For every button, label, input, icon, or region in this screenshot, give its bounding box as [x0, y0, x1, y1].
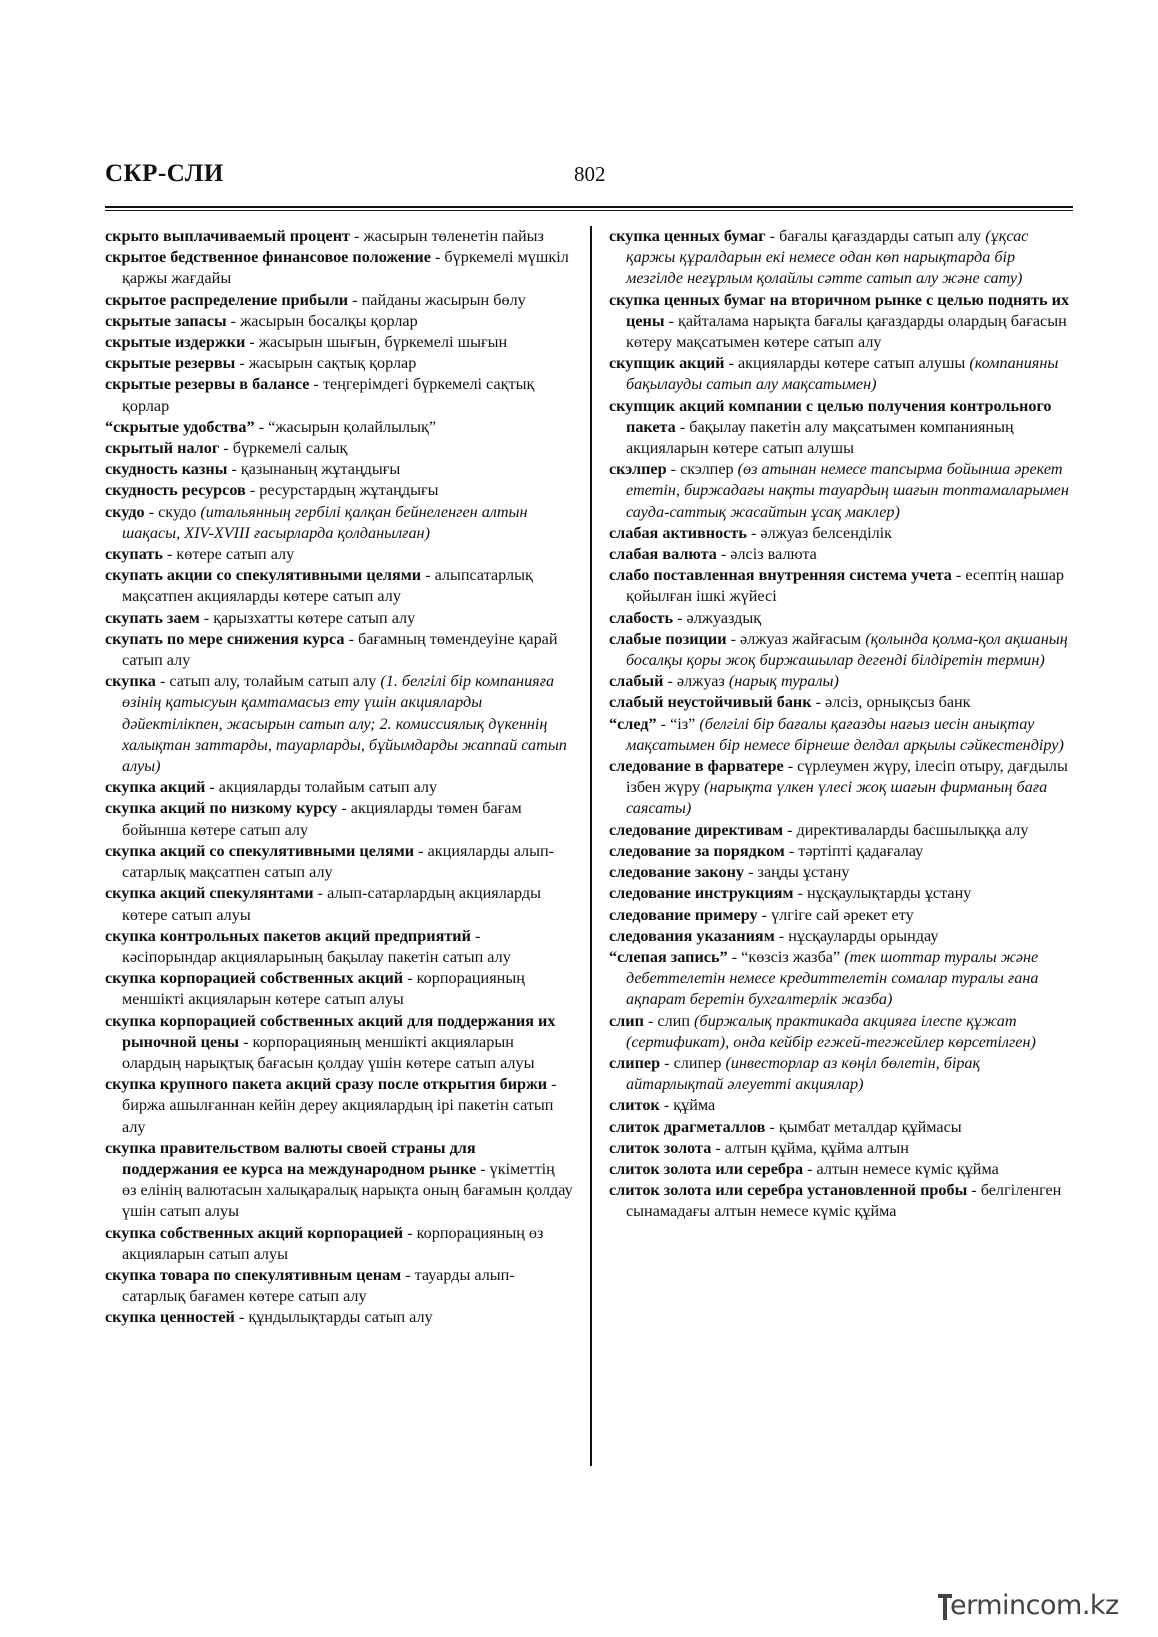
entry-definition: - есептің нашар қойылған ішкі жүйесі: [626, 566, 1065, 606]
entry-term: следование директивам: [609, 820, 784, 839]
entry-term: скрытые резервы: [105, 354, 236, 373]
entry-definition: - сатып алу, толайым сатып алу: [155, 672, 381, 691]
entry-definition: - әлжуаз белсенділік: [746, 523, 893, 542]
entry-term: “слепая запись”: [609, 947, 728, 966]
entry-definition: - үлгіге сай әрекет ету: [757, 905, 914, 924]
entry-term: скупка контрольных пакетов акций предприятий: [105, 926, 471, 945]
entry-definition: - директиваларды басшылыққа алу: [783, 820, 1029, 839]
entry-definition: - әлжуаздық: [673, 608, 762, 627]
entry-term: скупать акции со спекулятивными целями: [105, 566, 422, 585]
dictionary-entry: [105, 226, 573, 247]
entry-definition: - ресурстардың жұтаңдығы: [245, 481, 439, 500]
dictionary-entry: [609, 1138, 1075, 1159]
entry-term: скупать по мере снижения курса: [105, 629, 345, 648]
entry-definition: - алтын құйма, құйма алтын: [711, 1138, 909, 1157]
dictionary-entry: [105, 247, 573, 289]
dictionary-entry: [609, 1095, 1075, 1116]
dictionary-entry: [609, 692, 1075, 713]
entry-definition: - корпорацияның өз акцияларын сатып алуы: [122, 1223, 544, 1263]
dictionary-entry: [609, 905, 1075, 926]
entry-term: следования указаниям: [609, 926, 775, 945]
page-header: [105, 160, 1073, 210]
dictionary-entry: [609, 1053, 1075, 1095]
dictionary-entry: [609, 883, 1075, 904]
dictionary-entry: [609, 396, 1075, 460]
entry-term: скупать заем: [105, 608, 200, 627]
entry-definition: - сүрлеумен жүру, ілесіп отыру, дағдылы ізбен жүру: [626, 757, 1068, 797]
dictionary-entry: [105, 332, 573, 353]
entry-term: слиток золота: [609, 1138, 712, 1157]
entry-definition: - құндылықтарды сатып алу: [234, 1308, 433, 1327]
entry-note: (нарық туралы): [728, 672, 839, 691]
entry-term: скупка акций по низкому курсу: [105, 799, 338, 818]
entry-term: слипер: [609, 1053, 661, 1072]
entry-term: следование закону: [609, 863, 745, 882]
dictionary-entry: [105, 544, 573, 565]
page-range-label: СКР-СЛИ: [105, 160, 224, 187]
entry-definition: - акцияларды толайым сатып алу: [205, 778, 438, 797]
entry-term: скрытые запасы: [105, 311, 227, 330]
dictionary-entry: [609, 756, 1075, 820]
entry-term: скупка товара по спекулятивным ценам: [105, 1265, 402, 1284]
entry-term: скупка корпорацией собственных акций для поддержания их рыночной цены: [105, 1011, 556, 1051]
entry-definition: - нұсқаулықтарды ұстану: [793, 884, 972, 903]
dictionary-entry: [609, 1159, 1075, 1180]
entry-definition: - теңгерімдегі бүркемелі сақтық қорлар: [122, 375, 535, 415]
entry-term: скупка акций со спекулятивными целями: [105, 841, 415, 860]
entry-term: скупка корпорацией собственных акций: [105, 969, 404, 988]
dictionary-entry: [105, 459, 573, 480]
dictionary-entry: [105, 417, 573, 438]
entry-definition: - алып-сатарлардың акцияларды көтере сатып алуы: [122, 884, 541, 924]
entry-definition: - заңды ұстану: [744, 863, 850, 882]
entry-term: скрыто выплачиваемый процент: [105, 227, 350, 245]
entry-definition: - акцияларды төмен бағам бойынша көтере сатып алу: [122, 799, 522, 839]
entry-note: (белгілі бір бағалы қағазды нағыз иесін анықтау мақсатымен бір немесе бірнеше делдал арқылы сәйкестендіру): [626, 714, 1064, 754]
entry-term: скудо: [105, 502, 145, 521]
entry-term: слип: [609, 1011, 644, 1030]
entry-term: скрытые резервы в балансе: [105, 375, 310, 394]
entry-note: (итальянның гербілі қалқан бейнеленген алтын шақасы, XIV-XVIII ғасырларда қолданылған): [122, 502, 528, 542]
entry-definition: - жасырын төленетін пайыз: [350, 227, 544, 245]
entry-note: (биржалық практикада акцияға ілеспе құжат (сертификат), онда кейбір егжей-тегжейлер көрсетілген): [626, 1011, 1036, 1051]
entry-definition: - бақылау пакетін алу мақсатымен компанияның акцияларын көтере сатып алушы: [626, 417, 1014, 458]
entry-term: скупка: [105, 672, 156, 691]
entry-term: слабые позиции: [609, 629, 727, 648]
entry-term: слабый неустойчивый банк: [609, 693, 812, 712]
header-rule: [105, 206, 1073, 211]
entry-note: (нарықта үлкен үлесі жоқ шағын фирманың баға саясаты): [626, 778, 1048, 818]
entry-term: скрытые издержки: [105, 333, 246, 352]
entry-definition: - әлсіз, орнықсыз банк: [811, 693, 971, 712]
dictionary-entry: [105, 883, 573, 925]
entry-definition: - қарызхатты көтере сатып алу: [199, 608, 416, 627]
entry-definition: - жасырын босалқы қорлар: [226, 311, 418, 330]
dictionary-entry: [609, 1180, 1075, 1222]
dictionary-entry: [609, 926, 1075, 947]
dictionary-entry: [105, 1307, 573, 1328]
entry-definition: - қайталама нарықта бағалы қағаздарды олардың бағасын көтеру мақсатымен көтере сатып алу: [626, 311, 1067, 352]
dictionary-entry: [105, 608, 573, 629]
dictionary-entry: [609, 671, 1075, 692]
entry-term: следование за порядком: [609, 841, 785, 860]
dictionary-entry: [105, 353, 573, 374]
dictionary-entry: [105, 968, 573, 1010]
dictionary-entry: [609, 862, 1075, 883]
dictionary-entry: [105, 798, 573, 840]
dictionary-entry: [609, 841, 1075, 862]
dictionary-entry: [105, 1223, 573, 1265]
entry-term: слабо поставленная внутренняя система учета: [609, 566, 952, 585]
dictionary-entry: [105, 502, 573, 544]
entry-term: слиток: [609, 1096, 660, 1115]
dictionary-entry: [105, 311, 573, 332]
entry-note: (өз атынан немесе тапсырма бойынша әрекет ететін, биржадағы нақты тауардың шағын топтамаларымен сауда-саттық жасайтын ұсақ маклер): [626, 460, 1069, 521]
dictionary-entry: [609, 565, 1075, 607]
entry-term: скупка правительством валюты своей страны для поддержания ее курса на международном рынке: [105, 1138, 477, 1178]
entry-term: скупщик акций компании с целью получения контрольного пакета: [609, 396, 1052, 436]
entry-definition: - тауарды алып-сатарлық бағамен көтере сатып алу: [122, 1265, 515, 1306]
entry-term: скудность ресурсов: [105, 481, 246, 500]
entry-note: (ұқсас қаржы құралдарын екі немесе одан көп нарықтарда бір мезгілде неғұрлым қолайлы сәтте сатып алу және сату): [626, 227, 1029, 288]
left-column: [105, 226, 573, 1329]
entry-definition: - слип: [643, 1011, 695, 1030]
entry-definition: - бағамның төмендеуіне қарай сатып алу: [122, 629, 558, 670]
entry-definition: - “жасырын қолайлылық”: [254, 417, 436, 436]
entry-term: “скрытые удобства”: [105, 417, 255, 436]
entry-term: скупка акций спекулянтами: [105, 884, 314, 903]
entry-term: скупка акций: [105, 778, 206, 797]
entry-term: слабый: [609, 672, 664, 691]
entry-term: скупка ценностей: [105, 1308, 235, 1327]
entry-term: скупщик акций: [609, 354, 725, 373]
entry-definition: - акцияларды көтере сатып алушы: [724, 354, 970, 373]
dictionary-entry: [105, 374, 573, 416]
entry-definition: - слипер: [660, 1053, 726, 1072]
entry-note: (қолында қолма-қол ақшаның босалқы қоры жоқ биржашылар дегенді білдіретін термин): [626, 629, 1068, 670]
entry-term: скупать: [105, 545, 163, 564]
entry-definition: - корпорацияның меншікті акцияларын олардың нарықтық бағасын қолдау үшін көтере сатып алуы: [122, 1032, 535, 1072]
dictionary-entry: [105, 1074, 573, 1138]
entry-definition: - белгіленген сынамадағы алтын немесе күміс құйма: [626, 1181, 1062, 1221]
entry-term: скупка ценных бумаг на вторичном рынке с целью поднять их цены: [609, 290, 1070, 330]
entry-note: (1. белгілі бір компанияға өзінің қатысуын қамтамасыз ету үшін акцияларды дәйектілікпен, жасырын сатып алу; 2. комиссиялық дүкеннің халықтан заттарды, тауарларды, бұйымдарды жаппай сатып алуы): [122, 672, 567, 776]
dictionary-entry: [609, 947, 1075, 1011]
entry-definition: - скэлпер: [666, 460, 738, 479]
entry-definition: - бүркемелі салық: [219, 439, 348, 458]
entry-definition: - нұсқауларды орындау: [774, 926, 939, 945]
dictionary-entry: [609, 1011, 1075, 1053]
entry-term: скудность казны: [105, 460, 228, 479]
dictionary-entry: [105, 565, 573, 607]
dictionary-entry: [609, 629, 1075, 671]
entry-term: слиток драгметаллов: [609, 1117, 766, 1136]
dictionary-entry: [609, 820, 1075, 841]
dictionary-entry: [105, 1138, 573, 1223]
entry-term: “след”: [609, 714, 657, 733]
site-logo[interactable]: [938, 1590, 1138, 1626]
entry-definition: - тәртіпті қадағалау: [784, 841, 924, 860]
dictionary-entry: [105, 480, 573, 501]
column-divider: [590, 226, 592, 1466]
entry-term: скупка крупного пакета акций сразу после открытия биржи: [105, 1075, 548, 1094]
dictionary-entry: [609, 226, 1075, 290]
entry-term: следование в фарватере: [609, 757, 784, 776]
entry-definition: - кәсіпорындар акцияларының бақылау пакетін сатып алу: [122, 926, 511, 966]
dictionary-entry: [609, 523, 1075, 544]
entry-term: слабая активность: [609, 523, 747, 542]
entry-note: (компанияны бақылауды сатып алу мақсатымен): [626, 354, 1059, 394]
dictionary-entry: [609, 544, 1075, 565]
entry-definition: - скудо: [144, 502, 201, 521]
entry-definition: - алыпсатарлық мақсатпен акцияларды көтере сатып алу: [122, 566, 533, 606]
entry-definition: - үкіметтің өз елінің валютасын халықаралық нарықта оның бағамын қолдау үшін сатып алуы: [122, 1159, 573, 1221]
logo-text: ermincom.kz: [950, 1590, 1119, 1621]
entry-term: слиток золота или серебра установленной пробы: [609, 1181, 968, 1200]
dictionary-entry: [105, 926, 573, 968]
dictionary-entry: [105, 290, 573, 311]
dictionary-entry: [609, 1117, 1075, 1138]
entry-term: скэлпер: [609, 460, 667, 479]
entry-note: (тек шоттар туралы және дебеттелетін немесе кредиттелетін сомалар туралы ғана ақпарат беретін бухгалтерлік жазба): [626, 947, 1039, 1009]
entry-definition: - бүркемелі мүшкіл қаржы жағдайы: [122, 248, 569, 288]
entry-definition: - корпорацияның меншікті акцияларын көтере сатып алуы: [122, 969, 525, 1009]
entry-term: скрытый налог: [105, 439, 220, 458]
entry-definition: - әлжуаз: [663, 672, 729, 691]
entry-term: следование инструкциям: [609, 884, 794, 903]
entry-term: слиток золота или серебра: [609, 1159, 804, 1178]
entry-definition: - алтын немесе күміс құйма: [803, 1159, 999, 1178]
dictionary-entry: [105, 1265, 573, 1307]
entry-note: (инвесторлар аз көңіл бөлетін, бірақ айтарлықтай әлеуетті акциялар): [626, 1053, 981, 1094]
entry-term: слабость: [609, 608, 674, 627]
entry-term: слабая валюта: [609, 545, 717, 564]
dictionary-entry: [609, 459, 1075, 523]
dictionary-entry: [105, 1011, 573, 1075]
entry-definition: - жасырын сақтық қорлар: [235, 354, 417, 373]
entry-definition: - құйма: [659, 1096, 716, 1115]
entry-term: скрытое бедственное финансовое положение: [105, 248, 431, 267]
right-column: [609, 226, 1075, 1223]
entry-definition: - әлжуаз жайғасым: [726, 629, 866, 648]
entry-definition: - “көзсіз жазба”: [727, 947, 845, 966]
entry-definition: - жасырын шығын, бүркемелі шығын: [245, 333, 508, 352]
entry-definition: - қымбат металдар құймасы: [765, 1117, 962, 1136]
entry-definition: - биржа ашылғаннан кейін дереу акциялардың ірі пакетін сатып алу: [122, 1075, 557, 1136]
entry-definition: - әлсіз валюта: [716, 545, 817, 564]
entry-definition: - қазынаның жұтаңдығы: [227, 460, 401, 479]
dictionary-entry: [105, 629, 573, 671]
entry-definition: - көтере сатып алу: [162, 545, 295, 564]
entry-definition: - бағалы қағаздарды сатып алу: [765, 227, 986, 245]
entry-term: скупка ценных бумаг: [609, 227, 766, 245]
dictionary-entry: [609, 290, 1075, 354]
dictionary-entry: [105, 777, 573, 798]
dictionary-entry: [105, 438, 573, 459]
dictionary-entry: [609, 608, 1075, 629]
entry-term: скрытое распределение прибыли: [105, 290, 349, 309]
entry-definition: - пайданы жасырын бөлу: [348, 290, 526, 309]
dictionary-entry: [609, 714, 1075, 756]
dictionary-entry: [609, 353, 1075, 395]
dictionary-entry: [105, 841, 573, 883]
entry-term: скупка собственных акций корпорацией: [105, 1223, 404, 1242]
entry-definition: - акцияларды алып-сатарлық мақсатпен сатып алу: [122, 841, 555, 882]
dictionary-entry: [105, 671, 573, 777]
page-number: 802: [574, 162, 606, 186]
entry-definition: - “із”: [656, 714, 700, 733]
entry-term: следование примеру: [609, 905, 758, 924]
